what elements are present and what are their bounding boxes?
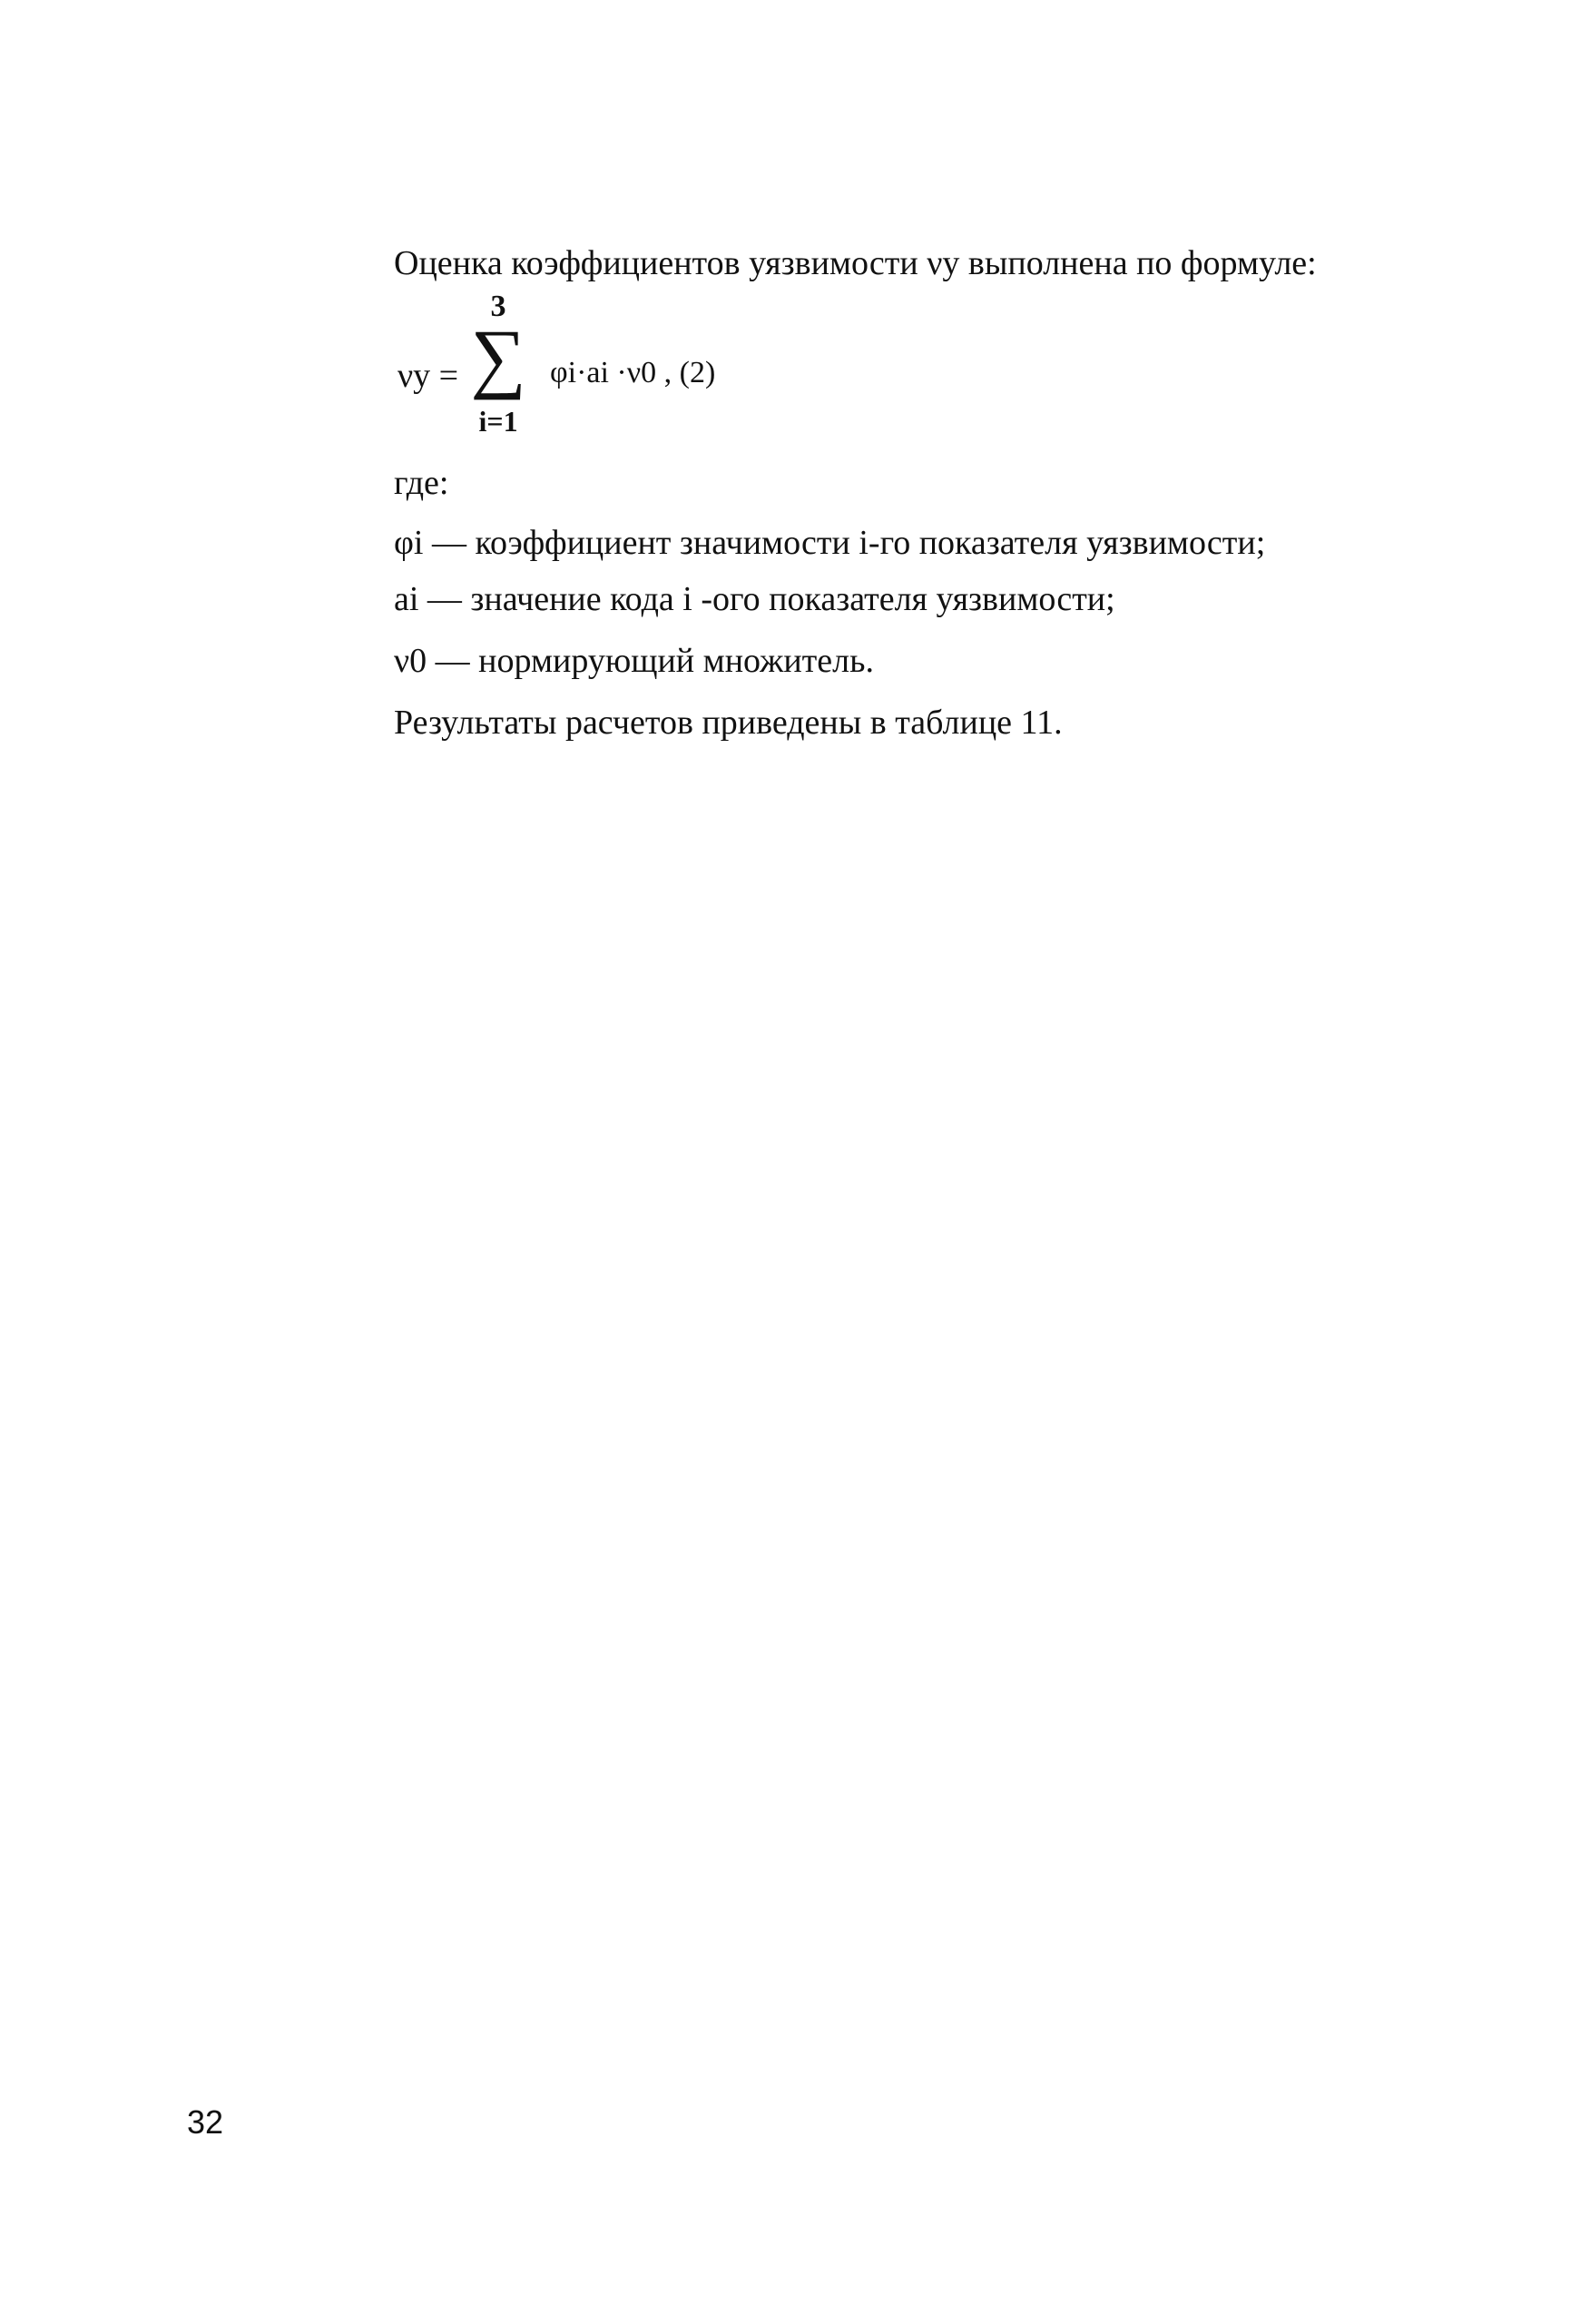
definition-nu0: ν0 — нормирующий множитель. <box>394 642 874 680</box>
definition-a: ai — значение кода i -ого показателя уязвимости; <box>394 580 1115 618</box>
summation-upper-limit: 3 <box>490 290 506 323</box>
summation-sign-group <box>466 290 530 445</box>
where-label: где: <box>394 464 449 502</box>
results-reference: Результаты расчетов приведены в таблице 11. <box>394 704 1063 742</box>
vulnerability-formula <box>398 290 942 445</box>
page-number: 32 <box>187 2103 224 2141</box>
intro-paragraph: Оценка коэффициентов уязвимости νу выполнена по формуле: <box>394 244 1317 282</box>
summation-icon: ∑ <box>470 313 526 400</box>
summation-lower-limit: i=1 <box>478 405 518 438</box>
formula-left-side: νу = <box>398 357 459 395</box>
definition-phi: φi — коэффициент значимости i-го показателя уязвимости; <box>394 524 1266 562</box>
formula-right-side: φi·ai ·ν0 , (2) <box>550 356 716 389</box>
